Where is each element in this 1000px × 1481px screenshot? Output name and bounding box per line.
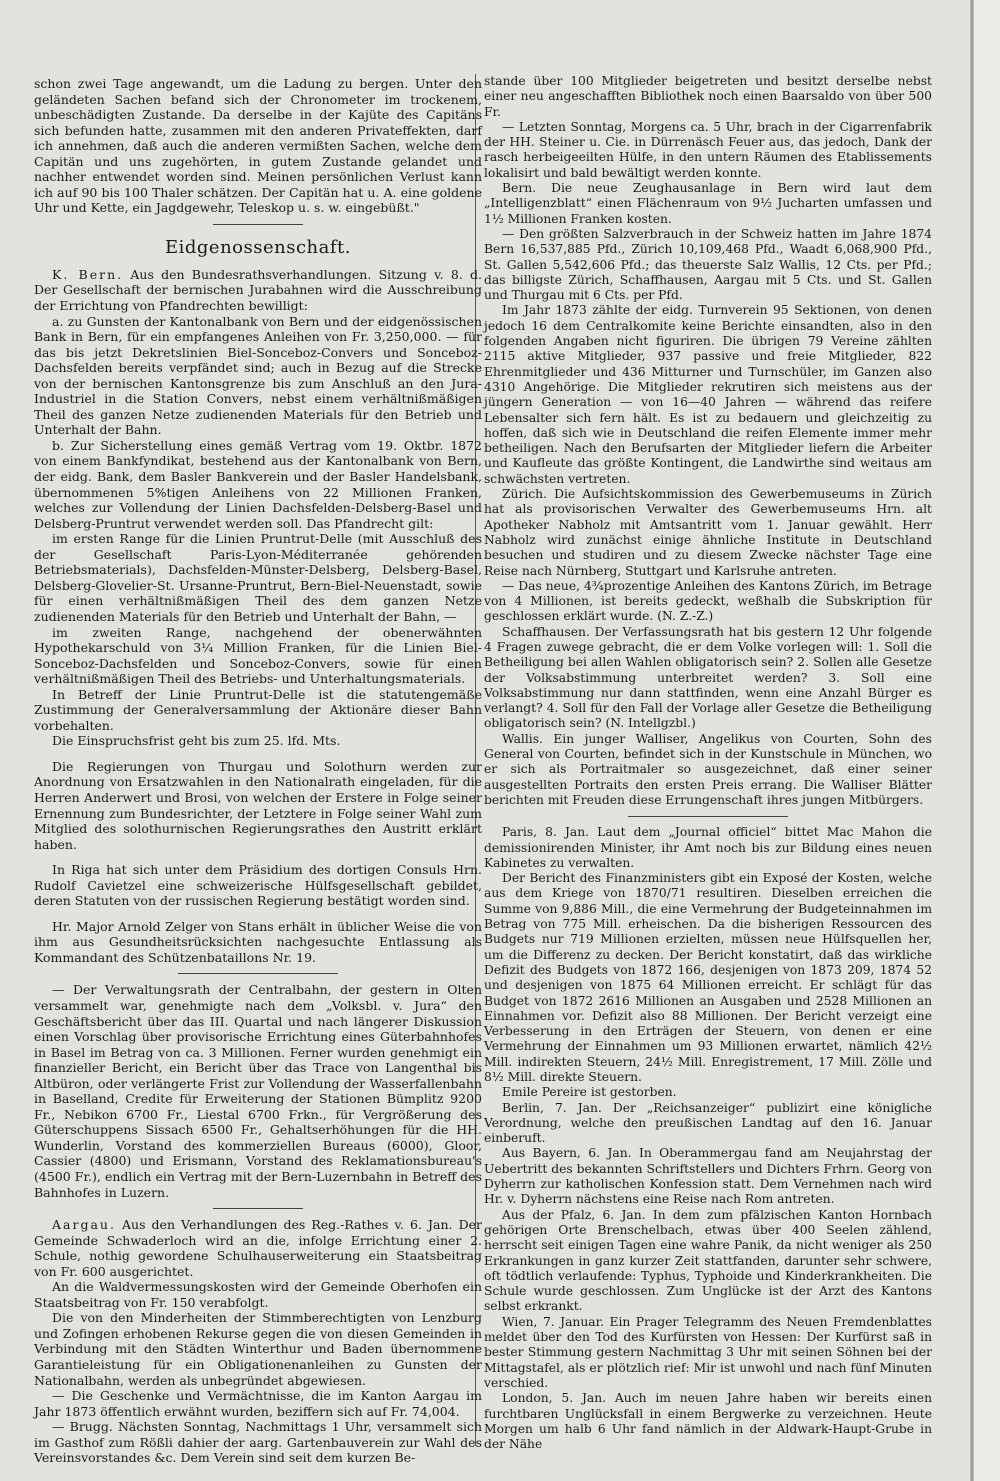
section-heading: Eidgenossenschaft.: [164, 236, 351, 258]
bern-intro-paragraph: K. Bern. Aus den Bundesrathsverhandlungen. Sitzung v. 8. d. Der Gesellschaft der bernischen Jurabahnen wird die Ausschreibung der Errichtung von Pfandrechten bewilligt:: [34, 266, 482, 314]
london-paragraph: London, 5. Jan. Auch im neuen Jahre haben wir bereits einen furchtbaren Unglücksfall in einem Bergwerke zu verzeichnen. Heute Morgen um halb 6 Uhr fand nämlich in der Aldwark-Haupt-Grube in der Nähe: [484, 1391, 932, 1452]
bern-major: Hr. Major Arnold Zelger von Stans erhält in üblicher Weise die von ihm aus Gesundheitsrücksichten nachgesuchte Entlassung als Kommandant des Schützenbataillons Nr. 19.: [34, 918, 482, 965]
brugg-paragraph: — Brugg. Nächsten Sonntag, Nachmittags 1 Uhr, versammelt sich im Gasthof zum Rößli dahier der aarg. Gartenbauverein zur Wahl des Vereinsvorstandes &c. Dem Verein sind seit dem kurzen Be-: [34, 1419, 482, 1466]
zuerich-paragraph: Zürich. Die Aufsichtskommission des Gewerbemuseums in Zürich hat als provisorischen Verwalter des Gewerbemuseums Hrn. alt Apotheker Nabholz mit Amtsantritt vom 1. Januar gewählt. Herr Nabholz wird zunächst einige ähnliche Institute in Deutschland besuchen und studiren und zu diesem Zwecke nächster Tage eine Reise nach Nürnberg, Stuttgart und Karlsruhe antreten.: [484, 487, 932, 578]
bern-item-a: a. zu Gunsten der Kantonalbank von Bern und der eidgenössischen Bank in Bern, für ein empfangenes Anleihen von Fr. 3,250,000. — für das bis jetzt Dekretslinien Biel-Sonceboz-Convers und Sonceboz-Dachsfelden bereits verpfändet sind; auch in Bezug auf die Strecke von der bernischen Kantonsgrenze bis zum Anschluß an den Jura-Industriel in die Station Convers, nebst einem verhältnißmäßigen Theil des ganzen Netze zudienenden Materials für den Betrieb und Unterhalt der Bahn.: [34, 313, 482, 438]
page-edge: [974, 0, 1000, 1481]
bern-rank-1: im ersten Range für die Linien Pruntrut-Delle (mit Ausschluß des der Gesellschaft Paris-Lyon-Méditerranée gehörenden Betriebsmaterials), Dachsfelden-Münster-Delsberg, Delsberg-Basel, Delsberg-Glovelier-St. Ursanne-Pruntrut, Bern-Biel-Neuenstadt, sowie für einen verhältnißmäßigen Theil des dem ganzen Netze zudienenden Materials für den Betrieb und Unterhalt der Bahn, —: [34, 531, 482, 624]
right-column: [484, 74, 932, 1452]
finance-paragraph: Der Bericht des Finanzministers gibt ein Exposé der Kosten, welche aus dem Kriege von 1870/71 resultiren. Dieselben erreichen die Summe von 9,886 Mill., die eine Vermehrung der Budgeteinnahmen im Betrag von 775 Mill. erheischen. Da die bisherigen Ressourcen des Budgets nur 719 Millionen erzielten, müssen neue Hülfsquellen her, um die Differenz zu decken. Der Bericht konstatirt, daß das wirkliche Defizit des Budgets von 1872 166, desjenigen von 1873 209, 1874 52 und desjenigen von 1875 64 Millionen erreicht. Er schlägt für das Budget von 1872 2616 Millionen an Ausgaben und 2528 Millionen an Einnahmen vor. Defizit also 88 Millionen. Der Bericht verzeigt eine Verbesserung in den Erträgen der Steuern, von denen er eine Vermehrung der Einnahmen um 93 Millionen erwartet, nämlich 42½ Mill. indirekten Steuern, 24½ Mill. Enregistrement, 17 Mill. Zölle und 8½ Mill. direkte Steuern.: [484, 871, 932, 1084]
section-rule: [213, 1208, 303, 1209]
wien-paragraph: Wien, 7. Januar. Ein Prager Telegramm des Neuen Fremdenblattes meldet über den Tod des Kurfürsten von Hessen: Der Kurfürst saß in bester Stimmung gestern Nachmittag 3 Uhr mit seinen Söhnen bei der Mittagstafel, als er plötzlich rief: Mir ist unwohl und nach fünf Minuten verschied.: [484, 1314, 932, 1390]
duerrenaesch-paragraph: — Letzten Sonntag, Morgens ca. 5 Uhr, brach in der Cigarrenfabrik der HH. Steiner u. Cie. in Dürrenäsch Feuer aus, das jedoch, Dank der rasch herbeigeeilten Hülfe, in den untern Räumen des Etablissements lokalisirt und bald bewältigt werden konnte.: [484, 119, 932, 180]
bern-pruntrut: In Betreff der Linie Pruntrut-Delle ist die statutengemäße Zustimmung der Generalversammlung der Aktionäre dieser Bahn vorbehalten.: [34, 686, 482, 733]
letter-continuation: schon zwei Tage angewandt, um die Ladung zu bergen. Unter den geländeten Sachen befand sich der Chronometer im trockenem, unbeschädigten Zustande. Da derselbe in der Kajüte des Capitäns sich befunden hatte, zusammen mit den anderen Privateffekten, darf ich annehmen, daß auch die anderen vermißten Sachen, welche dem Capitän und uns zugehörten, in gutem Zustande gelandet und nachher entwendet worden sind. Meinen persönlichen Verlust kann ich auf 90 bis 100 Thaler schätzen. Der Capitän hat u. A. eine goldene Uhr und Kette, ein Jagdgewehr, Teleskop u. s. w. eingebüßt.": [34, 76, 482, 216]
place-name: Aargau.: [52, 1217, 116, 1233]
section-rule: [213, 224, 303, 225]
bayern-paragraph: Aus Bayern, 6. Jan. In Oberammergau fand am Neujahrstag der Uebertritt des bekannten Schriftstellers und Dichters Frhrn. Georg von Dyherrn zur katholischen Konfession statt. Dem Vernehmen nach wird Hr. v. Dyherrn nächstens eine Reise nach Rom antreten.: [484, 1146, 932, 1207]
bern-zeughaus-paragraph: Bern. Die neue Zeughausanlage in Bern wird laut dem „Intelligenzblatt“ einen Flächenraum von 9½ Jucharten umfassen und 1½ Millionen Franken kosten.: [484, 181, 932, 226]
section-rule: [628, 816, 788, 817]
aargau-forest: An die Waldvermessungskosten wird der Gemeinde Oberhofen ein Staatsbeitrag von Fr. 150 verabfolgt.: [34, 1279, 482, 1310]
place-name: K. Bern.: [52, 266, 124, 282]
pereire-paragraph: Emile Pereire ist gestorben.: [502, 1085, 677, 1100]
bern-riga: In Riga hat sich unter dem Präsidium des dortigen Consuls Hrn. Rudolf Cavietzel eine schweizerische Hülfsgesellschaft gebildet, deren Statuten von der russischen Regierung bestätigt worden sind.: [34, 862, 482, 909]
wallis-paragraph: Wallis. Ein junger Walliser, Angelikus von Courten, Sohn des General von Courten, befindet sich in der Kunstschule in München, wo er sich als Portraitmaler so ausgezeichnet, daß einer seiner ausgestellten Portraits den ersten Preis errang. Die Walliser Blätter berichten mit Freuden diese Errungenschaft ihres jungen Mitbürgers.: [484, 731, 932, 807]
bern-item-b: b. Zur Sicherstellung eines gemäß Vertrag vom 19. Oktbr. 1872 von einem Bankfyndikat, bestehend aus der Kantonalbank von Bern, der eidg. Bank, dem Basler Bankverein und der Basler Handelsbank, übernommenen 5%tigen Anleihens von 22 Millionen Franken, welches zur Vollendung der Linien Dachsfelden-Delsberg-Basel und Delsberg-Pruntrut verwendet werden soll. Das Pfandrecht gilt:: [34, 437, 482, 531]
bern-deadline: Die Einspruchsfrist geht bis zum 25. lfd. Mts.: [52, 733, 341, 749]
schaffhausen-paragraph: Schaffhausen. Der Verfassungsrath hat bis gestern 12 Uhr folgende 4 Fragen zuwege gebracht, die er dem Volke vorlegen will: 1. Soll die Betheiligung bei allen Wahlen obligatorisch sein? 2. Sollen alle Gesetze der Volksabstimmung unterbreitet werden? 3. Soll eine Volksabstimmung nur dann stattfinden, wenn eine Anzahl Bürger es verlangt? 4. Soll für den Fall der Vorlage aller Gesetze die Betheiligung obligatorisch sein? (N. Intellgzbl.): [484, 624, 932, 731]
paris-paragraph: Paris, 8. Jan. Laut dem „Journal officiel“ bittet Mac Mahon die demissionirenden Minister, ihr Amt noch bis zur Bildung eines neuen Kabinetes zu verwalten.: [484, 825, 932, 870]
aargau-paragraph: Aargau. Aus den Verhandlungen des Reg.-Rathes v. 6. Jan. Der Gemeinde Schwaderloch wird an die, infolge Errichtung einer 2. Schule, nothig gewordene Schulhauserweiterung ein Staatsbeitrag von Fr. 600 ausgerichtet.: [34, 1217, 482, 1279]
centralbahn-paragraph: — Der Verwaltungsrath der Centralbahn, der gestern in Olten versammelt war, genehmigte nach dem „Volksbl. v. Jura“ den Geschäftsbericht über das III. Quartal und nach längerer Diskussion einen Vorschlag über provisorische Errichtung eines Güterbahnhofes in Basel im Betrag von ca. 3 Millionen. Ferner wurden genehmigt ein finanzieller Bericht, ein Bericht über das Trace von Langenthal bis Altbüron, oder verlängerte Frist zur Vollendung der Wasserfallenbahn in Baselland, Credite für Erweiterung der Stationen Bümplitz 9200 Fr., Nebikon 6700 Fr., Liestal 6700 Frkn., für Vergrößerung des Güterschuppens Sissach 6500 Fr., Gehaltserhöhungen für die HH. Wunderlin, Vorstand des kommerziellen Bureaus (6000), Gloor, Cassier (4800) und Erismann, Vorstand des Reklamationsbureau's (4500 Fr.), endlich ein Vertrag mit der Bern-Luzernbahn in Betreff des Bahnhofes in Luzern.: [34, 982, 482, 1200]
bern-rank-2: im zweiten Range, nachgehend der obenerwähnten Hypothekarschuld von 3¼ Million Franken, für die Linien Biel-Sonceboz-Dachsfelden und Sonceboz-Convers, sowie für einen verhältnißmäßigen Theil des Betriebs- und Unterhaltungsmaterials.: [34, 624, 482, 687]
brugg-continuation: stande über 100 Mitglieder beigetreten und besitzt derselbe nebst einer neu angeschafften Bibliothek noch einen Baarsaldo von über 500 Fr.: [484, 74, 932, 119]
aargau-appeals: Die von den Minderheiten der Stimmberechtigten von Lenzburg und Zofingen erhobenen Rekurse gegen die von diesen Gemeinden in Verbindung mit den Städten Winterthur und Baden übernommene Garantieleistung für ein Obligationenanleihen zu Gunsten der Nationalbahn, werden als unbegründet abgewiesen.: [34, 1310, 482, 1388]
turnverein-paragraph: Im Jahr 1873 zählte der eidg. Turnverein 95 Sektionen, von denen jedoch 16 dem Centralkomite keine Berichte einsandten, also in den folgenden Angaben nicht figuriren. Die übrigen 79 Vereine zählten 2115 aktive Mitglieder, 937 passive und freie Mitglieder, 822 Ehrenmitglieder und 436 Mitturner und Turnschüler, im Ganzen also 4310 Angehörige. Die Mitglieder rekrutiren sich meistens aus der jüngern Generation — von 16—40 Jahren — während das reifere Lebensalter sich fern hält. Es ist zu bedauern und gleichzeitig zu hoffen, daß sich wie in Deutschland die reifen Elemente immer mehr betheiligen. Nach den Berufsarten der Mitglieder liefern die Arbeiter und Kaufleute das größte Kontingent, die Landwirthe sind weitaus am schwächsten vertreten.: [484, 303, 932, 486]
section-rule: [178, 973, 338, 974]
berlin-paragraph: Berlin, 7. Jan. Der „Reichsanzeiger“ publizirt eine königliche Verordnung, welche den preußischen Landtag auf den 16. Januar einberuft.: [484, 1100, 932, 1146]
aargau-gifts: — Die Geschenke und Vermächtnisse, die im Kanton Aargau im Jahr 1873 öffentlich erwähnt wurden, beziffern sich auf Fr. 74,004.: [34, 1388, 482, 1419]
left-column: [34, 76, 482, 1466]
page-fold: [970, 0, 974, 1481]
bern-elections: Die Regierungen von Thurgau und Solothurn werden zur Anordnung von Ersatzwahlen in den Nationalrath eingeladen, für die Herren Anderwert und Brosi, von welchen der Erstere in Folge seiner Ernennung zum Bundesrichter, der Letztere in Folge seiner Wahl zum Mitglied des solothurnischen Regierungsrathes den Austritt erklärt haben.: [34, 758, 482, 852]
salt-paragraph: — Den größten Salzverbrauch in der Schweiz hatten im Jahre 1874 Bern 16,537,885 Pfd., Zürich 10,109,468 Pfd., Waadt 6,068,900 Pfd., St. Gallen 5,542,606 Pfd.; das theuerste Salz Wallis, 12 Cts. per Pfd.; das billigste Zürich, Schaffhausen, Aargau mit 5 Cts. und St. Gallen und Thurgau mit 6 Cts. per Pfd.: [484, 226, 932, 303]
pfalz-paragraph: Aus der Pfalz, 6. Jan. In dem zum pfälzischen Kanton Hornbach gehörigen Orte Brenschelbach, etwas über 400 Seelen zählend, herrscht seit einigen Tagen eine wahre Panik, da nicht weniger als 250 Erkrankungen in ganz kurzer Zeit stattfanden, darunter sehr schwere, oft tödtlich verlaufende: Typhus, Typhoide und Kinderkrankheiten. Die Schule wurde geschlossen. Zum Unglücke ist der Arzt des Kantons selbst erkrankt.: [484, 1207, 932, 1314]
anleihen-paragraph: — Das neue, 4¾prozentige Anleihen des Kantons Zürich, im Betrage von 4 Millionen, ist bereits gedeckt, weßhalb die Subskription für geschlossen erklärt wurde. (N. Z.-Z.): [484, 578, 932, 624]
